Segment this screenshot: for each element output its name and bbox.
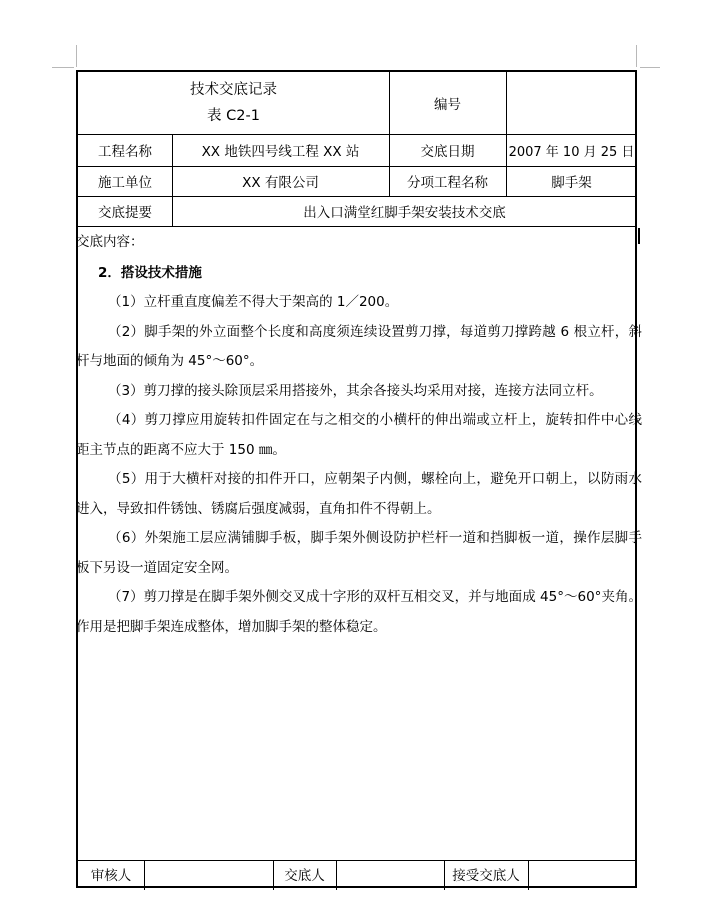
section-heading: 2．搭设技术措施 (98, 264, 202, 281)
crop-mark (640, 67, 660, 68)
reviewer-label: 审核人 (90, 868, 132, 884)
form-code: 表 C2-1 (207, 108, 260, 124)
disclosure-date-label: 交底日期 (420, 144, 475, 160)
project-name-label: 工程名称 (98, 144, 152, 160)
number-label: 编号 (434, 97, 461, 113)
construction-unit-value: XX 有限公司 (242, 175, 319, 191)
construction-unit-label: 施工单位 (98, 175, 152, 191)
reviewer-signature[interactable] (144, 860, 273, 888)
discloser-signature[interactable] (336, 860, 444, 888)
disclosure-content (76, 228, 642, 642)
content-paragraph: （3）剪刀撑的接头除顶层采用搭接外，其余各接头均采用对接，连接方法同立杆。 (108, 382, 603, 399)
content-paragraph: （6）外架施工层应满铺脚手板，脚手架外侧设防护栏杆一道和挡脚板一道，操作层脚手板下另设一道固定安全网。 (76, 530, 642, 576)
disclosure-record-form (76, 70, 642, 888)
disclosure-date-value: 2007 年 10 月 25 日 (508, 144, 635, 160)
receiver-label: 接受交底人 (452, 868, 520, 884)
receiver-signature[interactable] (528, 860, 637, 888)
content-paragraph: （2）脚手架的外立面整个长度和高度须连续设置剪刀撑，每道剪刀撑跨越 6 根立杆，斜杆与地面的倾角为 45°～60°。 (76, 323, 642, 369)
text-cursor (638, 228, 640, 244)
discloser-label: 交底人 (284, 868, 325, 884)
content-paragraph: （4）剪刀撑应用旋转扣件固定在与之相交的小横杆的伸出端或立杆上，旋转扣件中心线距主节点的距离不应大于 150 ㎜。 (76, 412, 642, 458)
crop-mark (52, 67, 74, 68)
content-paragraph: （7）剪刀撑是在脚手架外侧交叉成十字形的双杆互相交叉，并与地面成 45°～60°夹角。作用是把脚手架连成整体，增加脚手架的整体稳定。 (76, 589, 642, 635)
number-value (506, 72, 637, 134)
content-intro: 交底内容： (76, 234, 144, 250)
summary-label: 交底提要 (98, 205, 152, 221)
content-paragraph: （1）立杆重直度偏差不得大于架高的 1／200。 (108, 294, 399, 310)
crop-mark (636, 45, 637, 67)
crop-mark (76, 45, 77, 67)
title-block (78, 72, 389, 134)
form-title: 技术交底记录 (190, 82, 277, 98)
summary-value: 出入口满堂红脚手架安装技术交底 (303, 205, 506, 221)
subproject-name-value: 脚手架 (551, 175, 592, 191)
project-name-value: XX 地铁四号线工程 XX 站 (201, 144, 360, 160)
content-paragraph: （5）用于大横杆对接的扣件开口，应朝架子内侧，螺栓向上，避免开口朝上，以防雨水进入，导致扣件锈蚀、锈腐后强度减弱，直角扣件不得朝上。 (76, 471, 642, 517)
subproject-name-label: 分项工程名称 (407, 175, 488, 191)
